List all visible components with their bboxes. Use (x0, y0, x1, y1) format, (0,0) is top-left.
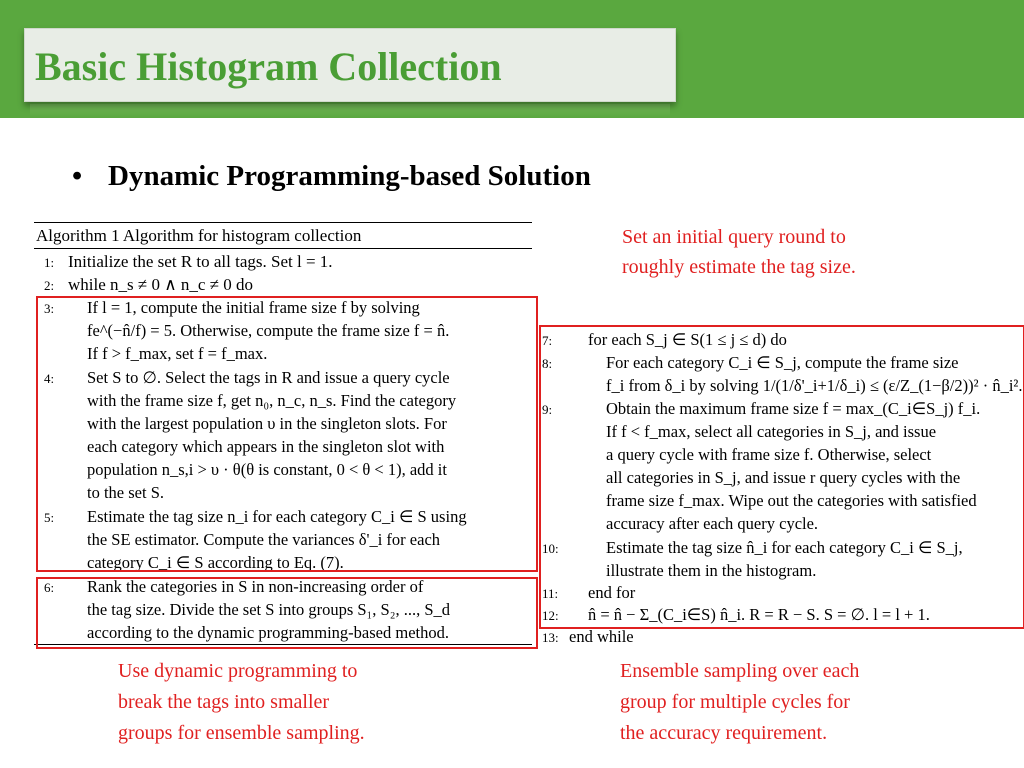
algorithm-line-text: If f < f_max, select all categories in S_j, and issue (606, 422, 937, 441)
algorithm-line-text: with the frame size f, get n₀, n_c, n_s. Find the category (87, 391, 457, 410)
algorithm-line-number: 5: (44, 510, 55, 525)
algorithm-line-text: For each category C_i ∈ S_j, compute the frame size (606, 353, 959, 372)
bullet-item (72, 160, 591, 193)
algorithm-line-text: fe^(−n̂/f) = 5. Otherwise, compute the frame size f = n̂. (87, 321, 450, 340)
algorithm-line-text: Rank the categories in S in non-increasing order of (87, 577, 424, 596)
annotation-ensemble-sampling (620, 656, 859, 749)
algorithm-line-number: 10: (542, 541, 559, 556)
algorithm-line-text: for each S_j ∈ S(1 ≤ j ≤ d) do (588, 330, 787, 349)
annotation-line: groups for ensemble sampling. (118, 722, 365, 744)
algorithm-line-text: Obtain the maximum frame size f = max_(C_i∈S_j) f_i. (606, 399, 981, 418)
algorithm-line-text: f_i from δ_i by solving 1/(1/δ'_i+1/δ_i) ≤ (ε/Z_(1−β/2))² · n̂_i². (606, 376, 1023, 395)
slide-title: Basic Histogram Collection (35, 44, 502, 89)
algorithm-line-text: while n_s ≠ 0 ∧ n_c ≠ 0 do (68, 275, 254, 294)
annotation-line: roughly estimate the tag size. (622, 256, 856, 278)
annotation-line: group for multiple cycles for (620, 691, 850, 713)
algorithm-top-rule (34, 222, 532, 223)
annotation-line: Ensemble sampling over each (620, 660, 860, 682)
algorithm-line-text: to the set S. (87, 483, 164, 502)
algorithm-line-text: with the largest population υ in the singleton slots. For (87, 414, 447, 433)
algorithm-line-text: the SE estimator. Compute the variances δ'_i for each (87, 530, 441, 549)
bullet-text: Dynamic Programming-based Solution (108, 160, 591, 192)
algorithm-line-number: 7: (542, 333, 553, 348)
algorithm-line-number: 8: (542, 356, 553, 371)
algorithm-line-text: population n_s,i > υ · θ(θ is constant, 0 < θ < 1), add it (87, 460, 447, 479)
title-box (24, 28, 676, 102)
algorithm-line-number: 1: (44, 255, 55, 270)
highlight-box-step-6 (36, 577, 538, 649)
algorithm-caption-rule (34, 248, 532, 249)
algorithm-line-text: the tag size. Divide the set S into groups S₁, S₂, ..., S_d (87, 600, 451, 619)
annotation-line: the accuracy requirement. (620, 722, 828, 744)
algorithm-line-number: 3: (44, 301, 55, 316)
algorithm-line-number: 11: (542, 586, 559, 601)
algorithm-line-text: category C_i ∈ S according to Eq. (7). (87, 553, 344, 572)
algorithm-line-text: Initialize the set R to all tags. Set l = 1. (68, 252, 333, 271)
bullet-symbol: • (72, 160, 83, 192)
algorithm-line-text: n̂ = n̂ − Σ_(C_i∈S) n̂_i. R = R − S. S = ∅. l = l + 1. (588, 605, 930, 624)
annotation-line: Use dynamic programming to (118, 660, 358, 682)
algorithm-line-text: a query cycle with frame size f. Otherwise, select (606, 445, 932, 464)
algorithm-line-text: accuracy after each query cycle. (606, 514, 819, 533)
algorithm-line-text: all categories in S_j, and issue r query cycles with the (606, 468, 961, 487)
algorithm-line-text: each category which appears in the singleton slot with (87, 437, 445, 456)
algorithm-line-number: 12: (542, 608, 559, 623)
algorithm-line-text: according to the dynamic programming-based method. (87, 623, 449, 642)
algorithm-line-text: Estimate the tag size n_i for each category C_i ∈ S using (87, 507, 467, 526)
algorithm-line-text: frame size f_max. Wipe out the categories with satisfied (606, 491, 977, 510)
algorithm-line-number: 9: (542, 402, 553, 417)
annotation-dynamic-programming (118, 656, 365, 749)
algorithm-line-text: Estimate the tag size n̂_i for each category C_i ∈ S_j, (606, 538, 963, 557)
algorithm-line-text: If f > f_max, set f = f_max. (87, 344, 268, 363)
algorithm-line-text: end for (588, 583, 636, 602)
algorithm-line-number: 6: (44, 580, 55, 595)
algorithm-line-text: end while (569, 627, 634, 646)
algorithm-line-number: 4: (44, 371, 55, 386)
annotation-line: Set an initial query round to (622, 226, 846, 248)
algorithm-line-text: illustrate them in the histogram. (606, 561, 817, 580)
annotation-line: break the tags into smaller (118, 691, 330, 713)
annotation-initial-query (622, 222, 856, 282)
algorithm-caption: Algorithm 1 Algorithm for histogram collection (36, 226, 362, 245)
algorithm-line-text: If l = 1, compute the initial frame size f by solving (87, 298, 420, 317)
title-reflection (30, 104, 670, 118)
highlight-box-steps-3-5 (36, 296, 538, 572)
algorithm-line-text: Set S to ∅. Select the tags in R and issue a query cycle (87, 368, 450, 387)
algorithm-line-number: 2: (44, 278, 55, 293)
algorithm-line-number: 13: (542, 630, 559, 645)
